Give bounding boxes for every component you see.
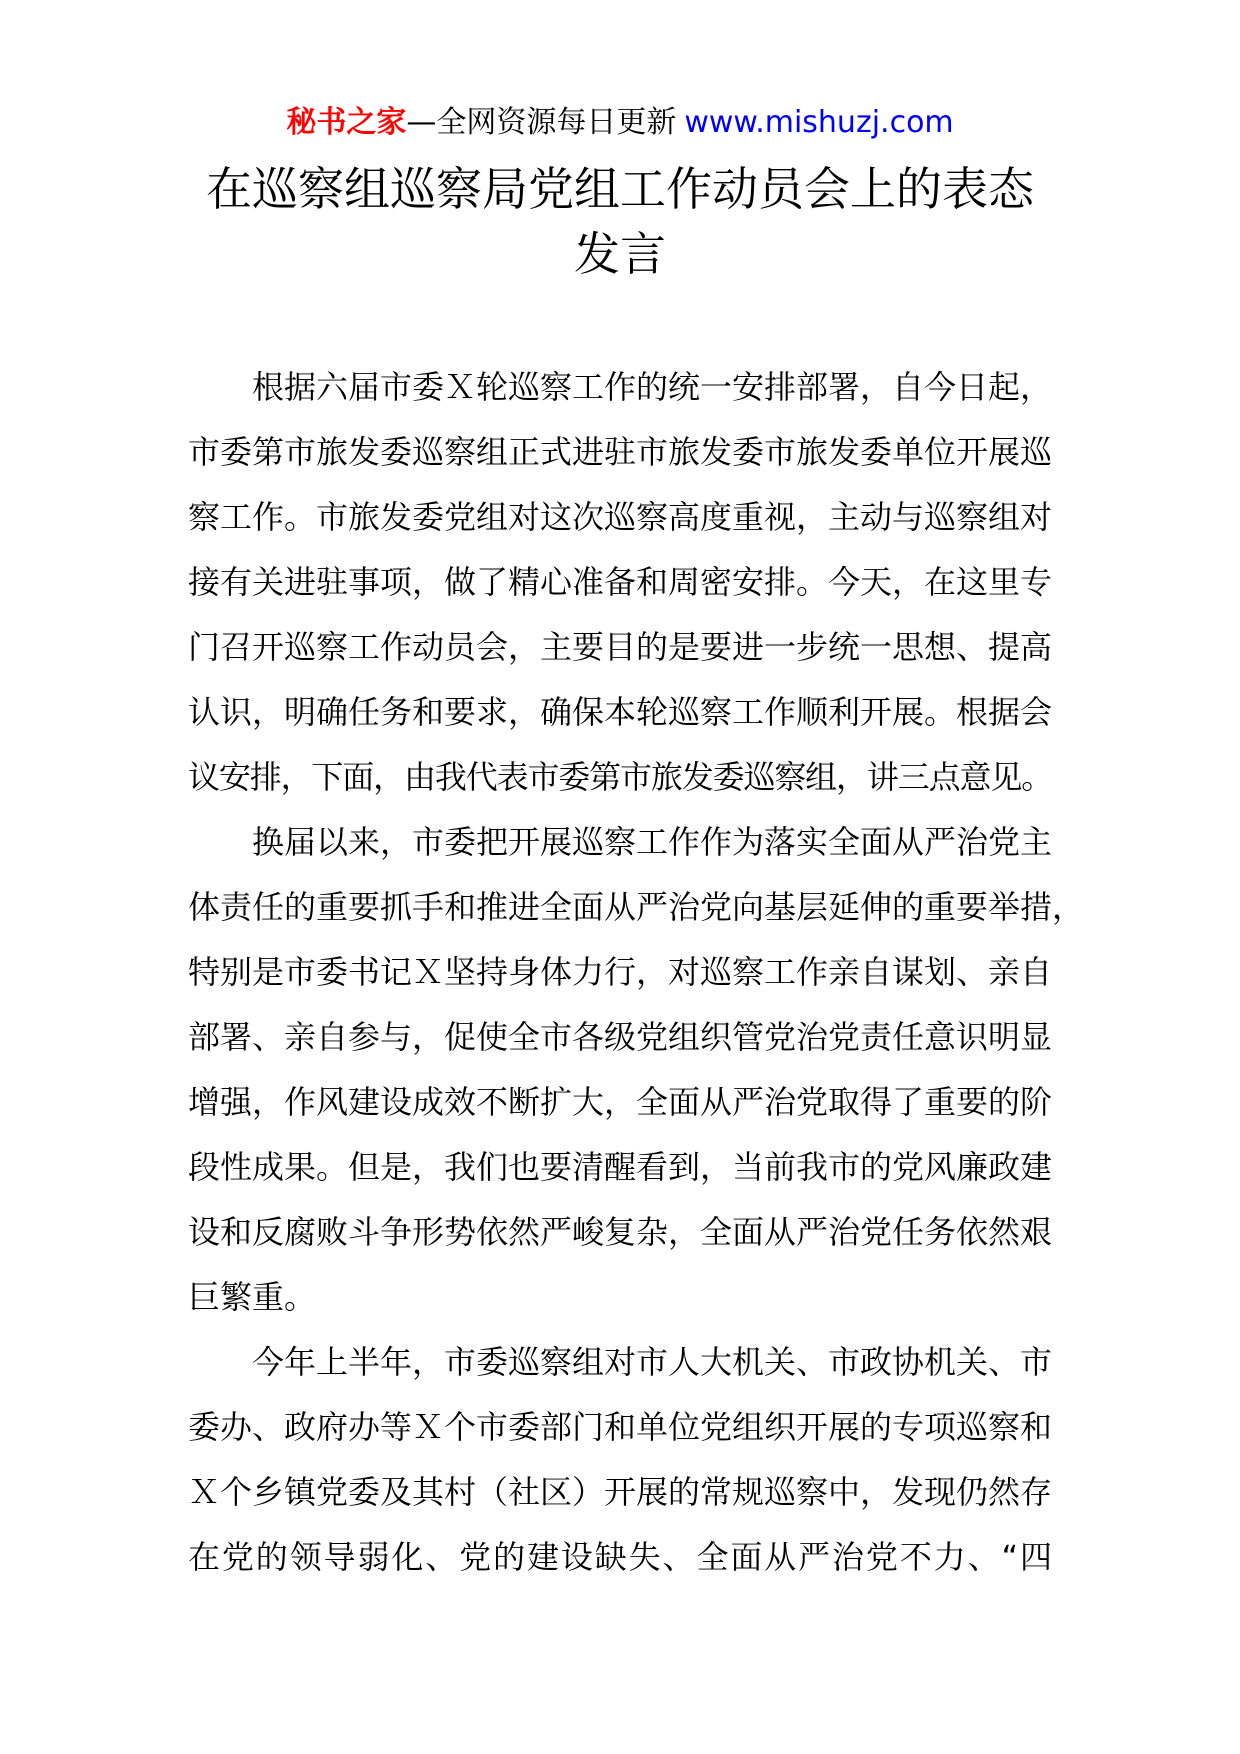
paragraph-line: 门召开巡察工作动员会，主要目的是要进一步统一思想、提高 [188, 628, 1053, 666]
paragraph-line: 体责任的重要抓手和推进全面从严治党向基层延伸的重要举措， [188, 888, 1085, 926]
paragraph-line: 察工作。市旅发委党组对这次巡察高度重视，主动与巡察组对 [188, 498, 1053, 536]
paragraph-line: 委办、政府办等Ｘ个市委部门和单位党组织开展的专项巡察和 [188, 1408, 1053, 1446]
paragraph-line: 巨繁重。 [188, 1278, 317, 1316]
paragraph-line: 段性成果。但是，我们也要清醒看到，当前我市的党风廉政建 [188, 1148, 1053, 1186]
paragraph-line: 在党的领导弱化、党的建设缺失、全面从严治党不力、“四 [188, 1538, 1052, 1576]
paragraph-line: 部署、亲自参与，促使全市各级党组织管党治党责任意识明显 [188, 1018, 1053, 1056]
document-body [188, 355, 1085, 1590]
paragraph-line: 认识，明确任务和要求，确保本轮巡察工作顺利开展。根据会 [188, 693, 1053, 731]
site-tagline: —全网资源每日更新 [406, 105, 677, 140]
paragraph-line: 特别是市委书记Ｘ坚持身体力行，对巡察工作亲自谋划、亲自 [188, 953, 1053, 991]
paragraph-line: 换届以来，市委把开展巡察工作作为落实全面从严治党主 [252, 823, 1053, 861]
paragraph-line: 接有关进驻事项，做了精心准备和周密安排。今天，在这里专 [188, 563, 1053, 601]
paragraph-line: 增强，作风建设成效不断扩大，全面从严治党取得了重要的阶 [188, 1083, 1053, 1121]
paragraph [188, 810, 1085, 1330]
site-brand: 秘书之家 [286, 105, 407, 140]
paragraph [188, 1330, 1052, 1590]
site-banner [0, 103, 1240, 143]
paragraph [188, 355, 1052, 810]
paragraph-line: Ｘ个乡镇党委及其村（社区）开展的常规巡察中，发现仍然存 [188, 1473, 1053, 1511]
paragraph-line: 今年上半年，市委巡察组对市人大机关、市政协机关、市 [252, 1343, 1053, 1381]
title-line: 发言 [574, 227, 666, 281]
paragraph-line: 设和反腐败斗争形势依然严峻复杂，全面从严治党任务依然艰 [188, 1213, 1053, 1251]
paragraph-line: 议安排，下面，由我代表市委第市旅发委巡察组，讲三点意见。 [188, 758, 1052, 796]
paragraph-line: 根据六届市委Ｘ轮巡察工作的统一安排部署，自今日起， [252, 368, 1053, 406]
title-line: 在巡察组巡察局党组工作动员会上的表态 [206, 162, 1034, 216]
document-title [0, 157, 1240, 287]
paragraph-line: 市委第市旅发委巡察组正式进驻市旅发委市旅发委单位开展巡 [188, 433, 1053, 471]
site-url-link[interactable]: www.mishuzj.com [684, 105, 954, 140]
